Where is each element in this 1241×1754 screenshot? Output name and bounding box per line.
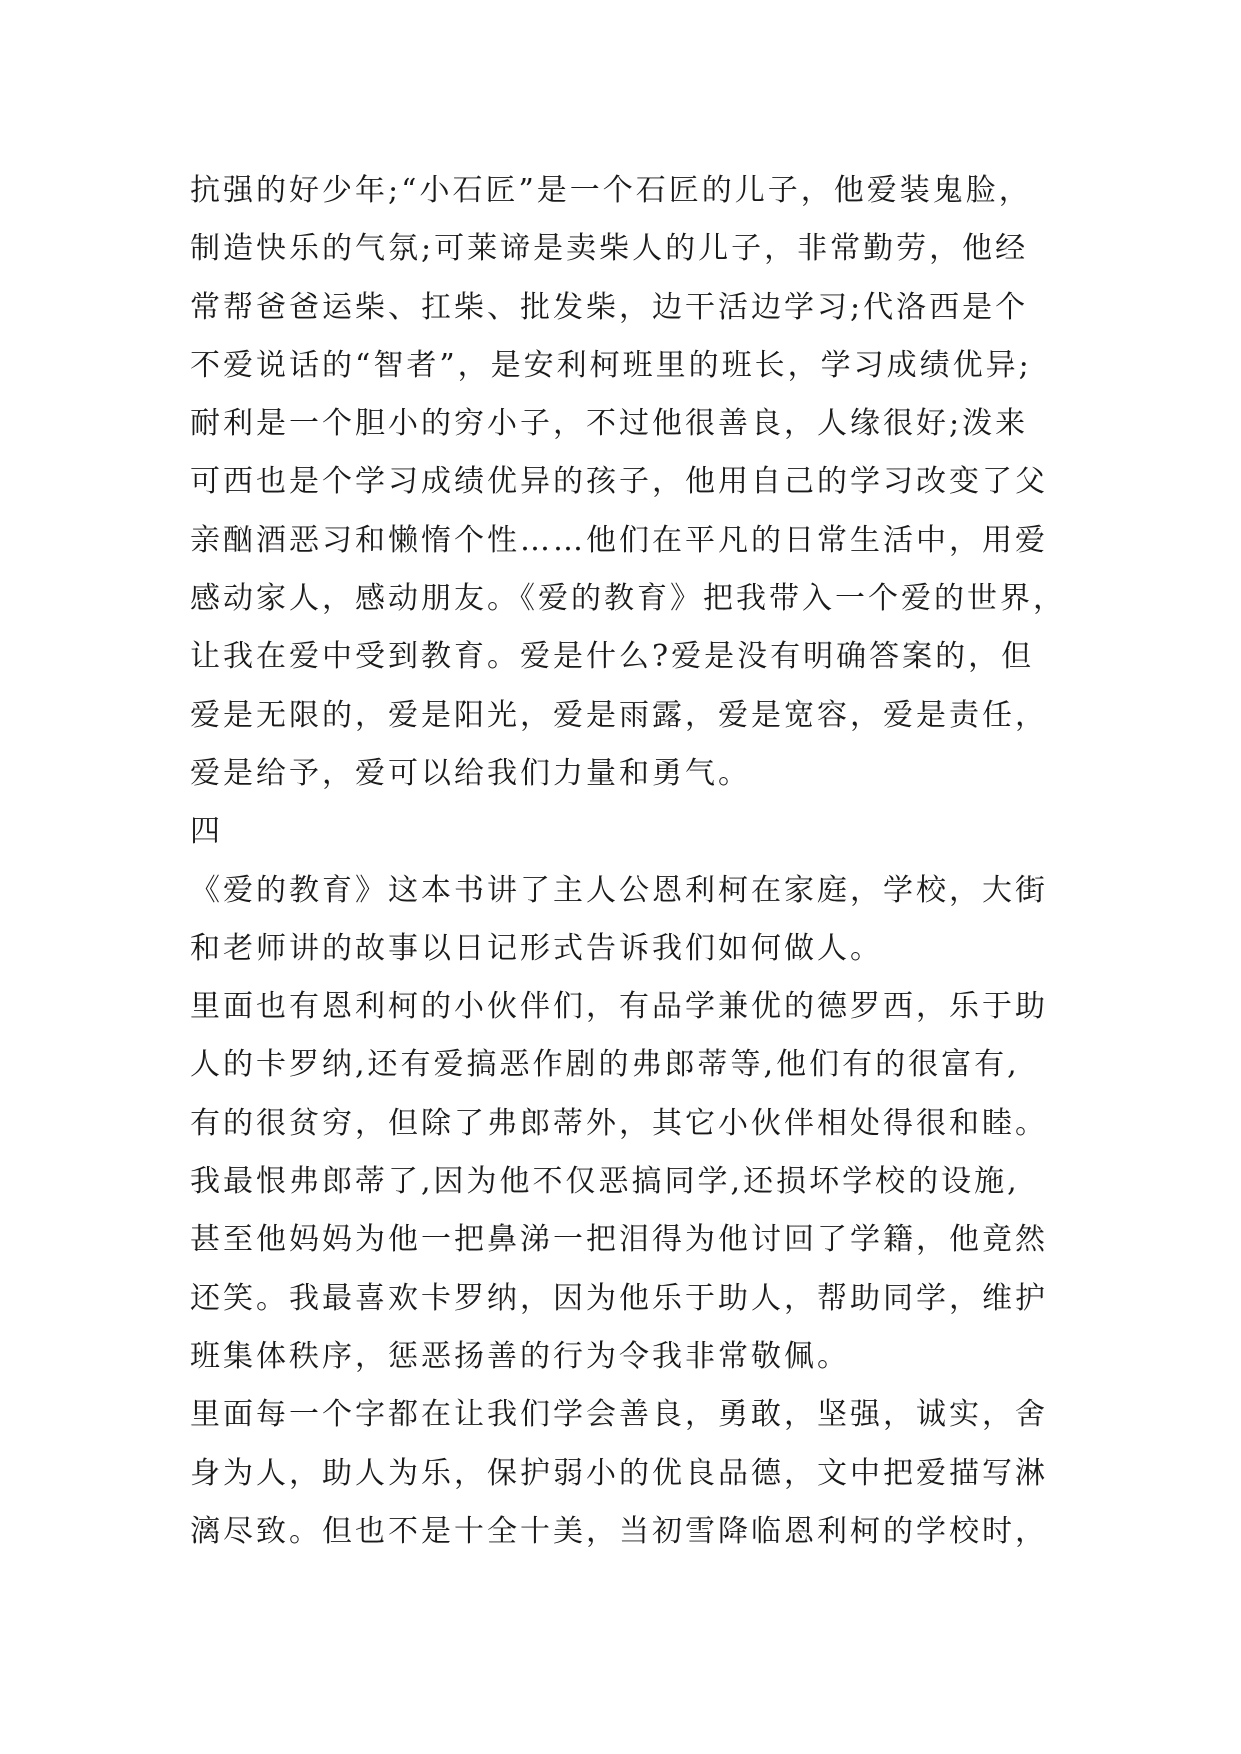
text-line: 身为人，助人为乐，保护弱小的优良品德，文中把爱描写淋 — [190, 1455, 1048, 1491]
text-line: 常帮爸爸运柴、扛柴、批发柴，边干活边学习;代洛西是个 — [190, 289, 1029, 325]
text-line: 爱是给予，爱可以给我们力量和勇气。 — [190, 755, 751, 791]
text-line: 我最恨弗郎蒂了,因为他不仅恶搞同学,还损坏学校的设施, — [190, 1164, 1020, 1200]
body-text — [190, 162, 1090, 1561]
text-line: 制造快乐的气氛;可莱谛是卖柴人的儿子，非常勤劳，他经 — [190, 231, 1029, 267]
text-line: 有的很贫穷，但除了弗郎蒂外，其它小伙伴相处得很和睦。 — [190, 1105, 1048, 1141]
text-line: 抗强的好少年;“小石匠”是一个石匠的儿子，他爱装鬼脸， — [190, 173, 1032, 208]
text-line: 《爱的教育》这本书讲了主人公恩利柯在家庭，学校，大街 — [190, 872, 1048, 908]
text-line: 感动家人，感动朋友。《爱的教育》把我带入一个爱的世界， — [190, 581, 1066, 617]
text-line: 不爱说话的“智者”，是安利柯班里的班长，学习成绩优异; — [190, 347, 1032, 383]
text-line: 爱是无限的，爱是阳光，爱是雨露，爱是宽容，爱是责任， — [190, 697, 1048, 733]
text-line: 可西也是个学习成绩优异的孩子，他用自己的学习改变了父 — [190, 464, 1048, 500]
text-line: 里面也有恩利柯的小伙伴们，有品学兼优的德罗西，乐于助 — [190, 989, 1048, 1025]
text-line: 班集体秩序，惩恶扬善的行为令我非常敬佩。 — [190, 1338, 850, 1374]
text-line: 人的卡罗纳,还有爱搞恶作剧的弗郎蒂等,他们有的很富有, — [190, 1047, 1020, 1083]
section-heading: 四 — [190, 814, 223, 850]
text-line: 耐利是一个胆小的穷小子，不过他很善良，人缘很好;泼来 — [190, 406, 1029, 442]
text-line: 让我在爱中受到教育。爱是什么?爱是没有明确答案的，但 — [190, 639, 1035, 675]
text-line: 甚至他妈妈为他一把鼻涕一把泪得为他讨回了学籍，他竟然 — [190, 1222, 1048, 1258]
text-line: 亲酗酒恶习和懒惰个性……他们在平凡的日常生活中，用爱 — [190, 522, 1048, 558]
text-line: 里面每一个字都在让我们学会善良，勇敢，坚强，诚实，舍 — [190, 1397, 1048, 1433]
text-line: 和老师讲的故事以日记形式告诉我们如何做人。 — [190, 930, 883, 966]
text-line: 漓尽致。但也不是十全十美，当初雪降临恩利柯的学校时， — [190, 1513, 1048, 1549]
text-line: 还笑。我最喜欢卡罗纳，因为他乐于助人，帮助同学，维护 — [190, 1280, 1048, 1316]
